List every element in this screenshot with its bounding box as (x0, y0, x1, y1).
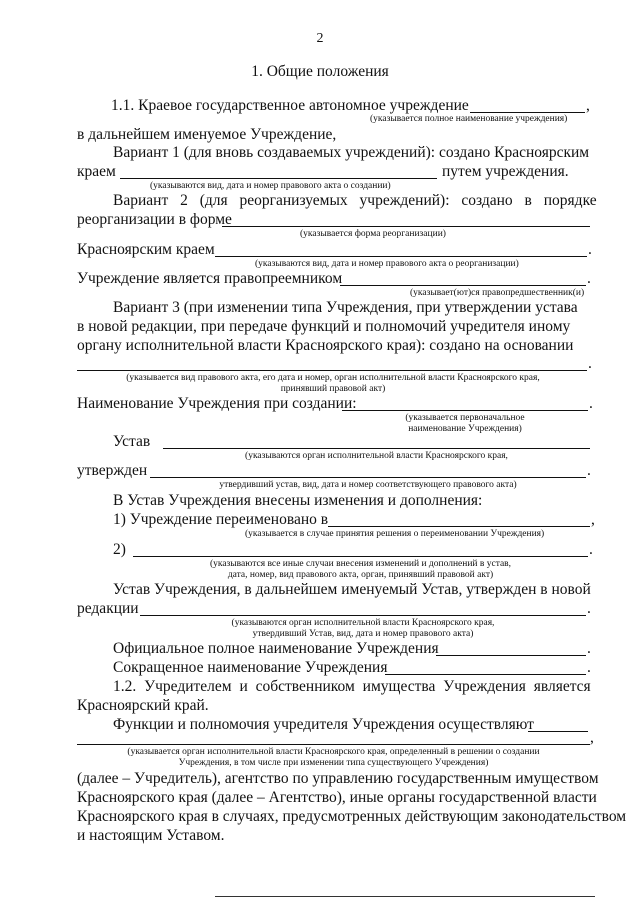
official-name-lead: Официальное полное наименование Учреждения (113, 640, 439, 657)
hint-other-amendments-a: (указываются все иные случаи внесения изменений и дополнений в устав, (209, 559, 512, 569)
clause-1-2-line3: Функции и полномочия учредителя Учреждения осуществляют (113, 716, 534, 733)
hint-other-amendments-b: дата, номер, вид правового акта, орган, принявший правовой акт) (227, 570, 494, 580)
variant-2-line1: Вариант 2 (для реорганизуемых учреждений): создано в порядке (113, 192, 597, 209)
variant-2-reorg-lead: реорганизации в форме (77, 211, 232, 228)
punct: , (586, 97, 590, 114)
hint-charter-authority: (указываются орган исполнительной власти Красноярского края, (245, 451, 508, 461)
variant-2-successor-lead: Учреждение является правопреемником (77, 270, 343, 287)
punct: . (589, 541, 593, 558)
clause-1-2-line6: Красноярского края (далее – Агентство), иные органы государственной власти (77, 789, 597, 806)
variant-3-line1: Вариант 3 (при изменении типа Учреждения, при утверждении устава (113, 299, 578, 316)
fill-line-official-name (436, 655, 586, 656)
hint-reorg-act: (указываются вид, дата и номер правового акта о реорганизации) (255, 259, 519, 269)
hint-full-name: (указывается полное наименование учреждения) (370, 114, 568, 124)
name-at-creation-lead: Наименование Учреждения при создании: (77, 395, 357, 412)
amendments-heading: В Устав Учреждения внесены изменения и дополнения: (113, 492, 483, 509)
hint-founder-authority-a: (указывается орган исполнительной власти Красноярского края, определенный в решении о создании (127, 747, 540, 757)
variant-2-region-lead: Красноярским краем (77, 241, 215, 258)
fill-line-other-amendments (133, 556, 588, 557)
punct: . (587, 600, 591, 617)
hint-legal-act-a: (указывается вид правового акта, его дата и номер, орган исполнительной власти Красноярского края, (126, 373, 540, 383)
punct: . (587, 640, 591, 657)
hint-predecessor: (указывает(ют)ся правопредшественник(и) (410, 288, 585, 298)
clause-1-2-line5: (далее – Учредитель), агентство по управлению государственным имуществом (77, 770, 599, 787)
punct: . (588, 355, 592, 372)
fill-line-short-name (385, 674, 586, 675)
variant-1-lead: краем (77, 163, 116, 180)
section-title: 1. Общие положения (251, 63, 389, 80)
fill-line-institution-name (470, 112, 585, 113)
hint-charter-act: утвердивший устав, вид, дата и номер соответствующего правового акта) (219, 480, 517, 490)
punct: . (589, 395, 593, 412)
new-charter-line1: Устав Учреждения, в дальнейшем именуемый Устав, утвержден в новой (113, 581, 591, 598)
fill-line-founder-tail (528, 731, 588, 732)
fill-line-legal-act (77, 370, 587, 371)
clause-1-2-line8: и настоящим Уставом. (77, 827, 225, 844)
fill-line-creation-act (120, 178, 437, 179)
fill-line-charter-act (150, 477, 586, 478)
variant-1-line1: Вариант 1 (для вновь создаваемых учреждений): создано Красноярским (113, 144, 590, 161)
page-number: 2 (316, 31, 324, 46)
hint-renaming: (указывается в случае принятия решения о переименовании Учреждения) (245, 529, 545, 539)
punct: . (588, 241, 592, 258)
charter-approved-lead: утвержден (77, 462, 148, 479)
hint-new-edition-b: утвердивший Устав, вид, дата и номер правового акта) (252, 629, 474, 639)
punct: , (590, 729, 594, 746)
bottom-scan-line (215, 896, 595, 897)
clause-1-2-line2: Красноярский край. (77, 697, 209, 714)
variant-1-tail: путем учреждения. (442, 163, 569, 180)
hint-original-name-a: (указывается первоначальное (405, 413, 525, 423)
clause-1-1-lead: 1.1. Краевое государственное автономное учреждение (111, 97, 469, 114)
hint-creation-act: (указываются вид, дата и номер правового акта о создании) (150, 181, 391, 191)
variant-3-line2: в новой редакции, при передаче функций и полномочий учредителя иному (77, 318, 571, 335)
fill-line-new-edition (140, 615, 586, 616)
variant-3-line3: органу исполнительной власти Красноярского края): создано на основании (77, 337, 574, 354)
fill-line-reorg-form (222, 226, 590, 227)
hint-founder-authority-b: Учреждения, в том числе при изменении типа существующего Учреждения) (178, 758, 489, 768)
clause-1-2-line7: Красноярского края в случаях, предусмотренных действующим законодательством (77, 808, 627, 825)
punct: . (587, 659, 591, 676)
amendment-1: 1) Учреждение переименовано в (113, 511, 329, 528)
hint-new-edition-a: (указываются орган исполнительной власти Красноярского края, (231, 618, 495, 628)
punct: . (587, 462, 591, 479)
fill-line-new-name (328, 526, 590, 527)
hint-legal-act-b: принявший правовой акт) (280, 384, 386, 394)
fill-line-original-name (342, 410, 588, 411)
punct: . (587, 270, 591, 287)
fill-line-reorg-act (215, 256, 587, 257)
new-charter-lead: редакции (77, 600, 139, 617)
punct: , (591, 511, 595, 528)
short-name-lead: Сокращенное наименование Учреждения (113, 659, 388, 676)
charter-lead: Устав (113, 433, 151, 450)
clause-1-2-line1: 1.2. Учредителем и собственником имущества Учреждения является (113, 678, 591, 695)
hint-reorg-form: (указывается форма реорганизации) (300, 229, 446, 239)
clause-1-1-cont: в дальнейшем именуемое Учреждение, (77, 126, 337, 143)
fill-line-charter-authority (163, 448, 590, 449)
fill-line-founder-authority (77, 744, 590, 745)
hint-original-name-b: наименование Учреждения) (408, 424, 522, 434)
fill-line-predecessor (340, 285, 586, 286)
amendment-2: 2) (113, 541, 126, 558)
